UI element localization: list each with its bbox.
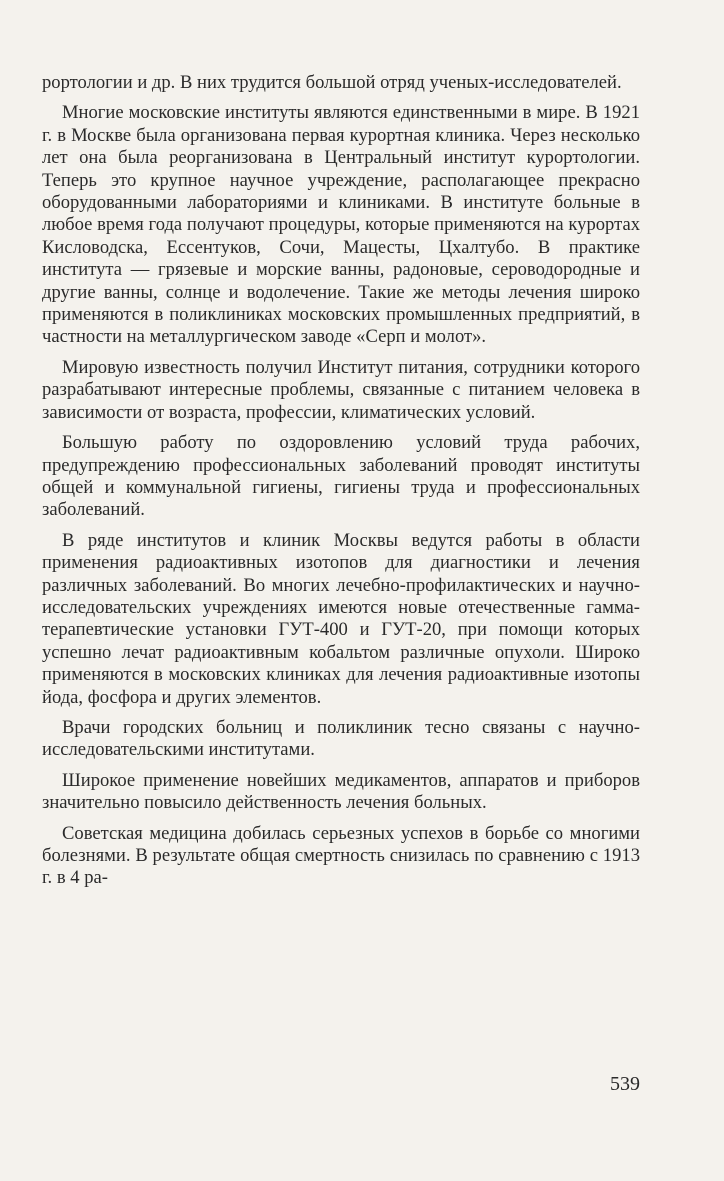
paragraph: Врачи городских больниц и поликлиник тесно связаны с научно-исследовательскими институтами. [42, 716, 640, 761]
paragraph: В ряде институтов и клиник Москвы ведутся работы в области применения радиоактивных изотопов для диагностики и лечения различных заболеваний. Во многих лечебно-профилактических и научно-исследовательских учреждениях имеются новые отечественные гамма-терапевтические установки ГУТ-400 и ГУТ-20, при помощи которых успешно лечат радиоактивным кобальтом различные опухоли. Широко применяются в московских клиниках для лечения радиоактивные изотопы йода, фосфора и других элементов. [42, 529, 640, 708]
paragraph: Советская медицина добилась серьезных успехов в борьбе со многими болезнями. В результате общая смертность снизилась по сравнению с 1913 г. в 4 ра- [42, 822, 640, 889]
paragraph: Широкое применение новейших медикаментов, аппаратов и приборов значительно повысило действенность лечения больных. [42, 769, 640, 814]
paragraph: Мировую известность получил Институт питания, сотрудники которого разрабатывают интересные проблемы, связанные с питанием человека в зависимости от возраста, профессии, климатических условий. [42, 356, 640, 423]
paragraph: рортологии и др. В них трудится большой отряд ученых-исследователей. [42, 72, 622, 93]
paragraph: Многие московские институты являются единственными в мире. В 1921 г. в Москве была организована первая курортная клиника. Через несколько лет она была реорганизована в Центральный институт курортологии. Теперь это крупное научное учреждение, располагающее прекрасно оборудованными лабораториями и клиниками. В институте больные в любое время года получают процедуры, которые применяются на курортах Кисловодска, Ессентуков, Сочи, Мацесты, Цхалтубо. В практике института — грязевые и морские ванны, радоновые, сероводородные и другие ванны, солнце и водолечение. Такие же методы лечения широко применяются в поликлиниках московских промышленных предприятий, в частности на металлургическом заводе «Серп и молот». [42, 102, 640, 348]
page-number: 539 [610, 1073, 640, 1095]
body-text [42, 72, 640, 898]
paragraph: Большую работу по оздоровлению условий труда рабочих, предупреждению профессиональных заболеваний проводят институты общей и коммунальной гигиены, гигиены труда и профессиональных заболеваний. [42, 432, 640, 521]
